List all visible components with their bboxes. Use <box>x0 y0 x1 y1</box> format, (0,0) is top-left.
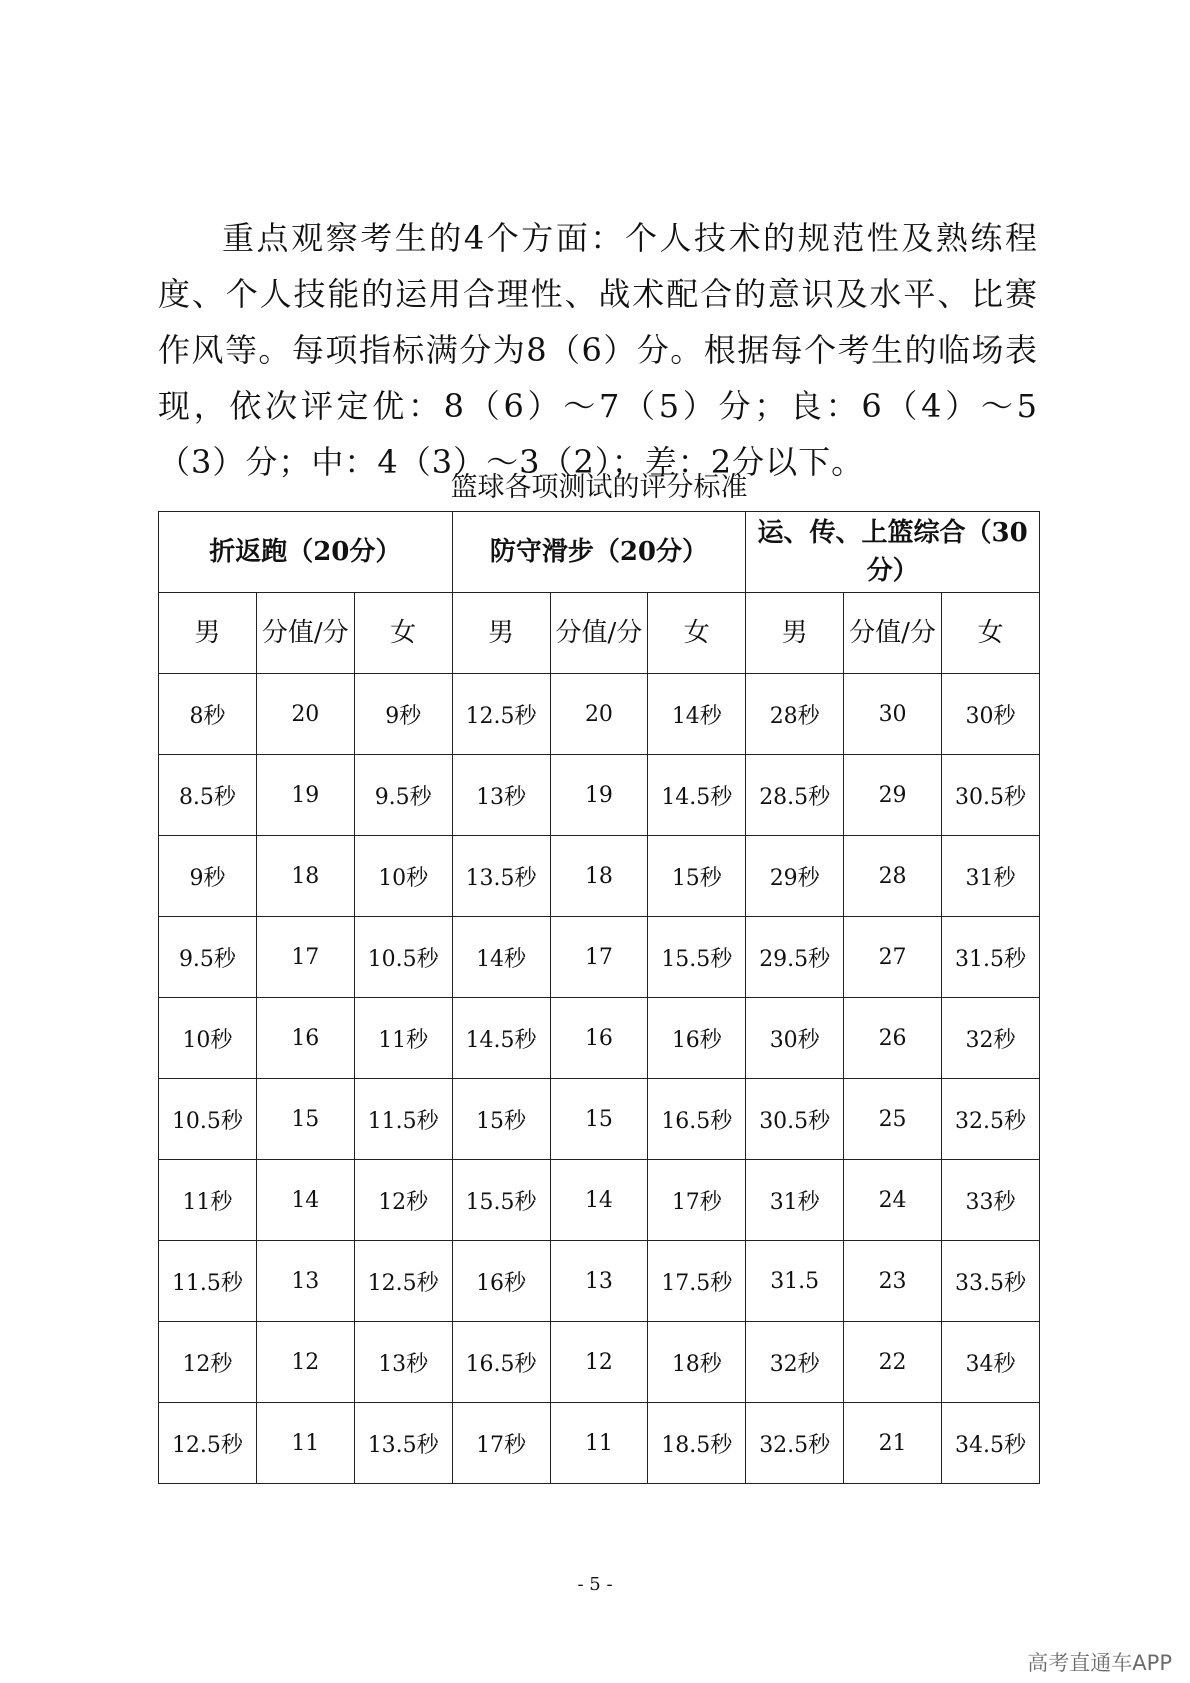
sub-header-score: 分值/分 <box>844 593 942 674</box>
table-cell: 14.5秒 <box>648 755 746 836</box>
table-body <box>159 674 1040 1484</box>
table-cell: 30 <box>844 674 942 755</box>
table-row <box>159 1403 1040 1484</box>
watermark: 高考直通车APP <box>1027 1651 1172 1675</box>
table-cell: 31.5 <box>746 1241 844 1322</box>
table-cell: 12.5秒 <box>159 1403 257 1484</box>
table-cell: 12秒 <box>354 1160 452 1241</box>
table-cell: 12 <box>256 1322 354 1403</box>
table-cell: 31秒 <box>942 836 1040 917</box>
table-row <box>159 998 1040 1079</box>
table-cell: 31秒 <box>746 1160 844 1241</box>
sub-header-row <box>159 593 1040 674</box>
table-caption: 篮球各项测试的评分标准 <box>450 472 748 503</box>
table-cell: 16 <box>550 998 648 1079</box>
table-cell: 17 <box>550 917 648 998</box>
table-cell: 28 <box>844 836 942 917</box>
table-cell: 15秒 <box>648 836 746 917</box>
table-cell: 14 <box>256 1160 354 1241</box>
table-cell: 8.5秒 <box>159 755 257 836</box>
table-cell: 12秒 <box>159 1322 257 1403</box>
table-cell: 23 <box>844 1241 942 1322</box>
table-cell: 30.5秒 <box>746 1079 844 1160</box>
table-cell: 12 <box>550 1322 648 1403</box>
table-cell: 14 <box>550 1160 648 1241</box>
table-cell: 29 <box>844 755 942 836</box>
table-cell: 14秒 <box>452 917 550 998</box>
table-cell: 21 <box>844 1403 942 1484</box>
table-cell: 17 <box>256 917 354 998</box>
table-cell: 32.5秒 <box>746 1403 844 1484</box>
table-cell: 9秒 <box>159 836 257 917</box>
evaluation-paragraph: 重点观察考生的4个方面：个人技术的规范性及熟练程度、个人技能的运用合理性、战术配合的意识及水平、比赛作风等。每项指标满分为8（6）分。根据每个考生的临场表现，依次评定优：8（6）～7（5）分；良：6（4）～5（3）分；中：4（3）～3（2）；差：2分以下。 <box>158 219 1038 481</box>
table-cell: 10.5秒 <box>354 917 452 998</box>
table-cell: 32秒 <box>942 998 1040 1079</box>
table-cell: 30秒 <box>942 674 1040 755</box>
table-cell: 15 <box>550 1079 648 1160</box>
table-row <box>159 1079 1040 1160</box>
table-cell: 13秒 <box>452 755 550 836</box>
table-cell: 16秒 <box>648 998 746 1079</box>
page-number: - 5 - <box>577 1574 613 1595</box>
group-header-row <box>159 512 1040 593</box>
table-cell: 18.5秒 <box>648 1403 746 1484</box>
table-cell: 34.5秒 <box>942 1403 1040 1484</box>
table-cell: 11 <box>256 1403 354 1484</box>
table-cell: 20 <box>550 674 648 755</box>
sub-header-male: 男 <box>452 593 550 674</box>
table-row <box>159 1160 1040 1241</box>
table-cell: 12.5秒 <box>354 1241 452 1322</box>
table-cell: 17秒 <box>648 1160 746 1241</box>
table-cell: 9.5秒 <box>354 755 452 836</box>
table-cell: 32.5秒 <box>942 1079 1040 1160</box>
table-cell: 14.5秒 <box>452 998 550 1079</box>
table-cell: 11秒 <box>354 998 452 1079</box>
table-cell: 13.5秒 <box>354 1403 452 1484</box>
table-cell: 8秒 <box>159 674 257 755</box>
table-cell: 28秒 <box>746 674 844 755</box>
table-cell: 15.5秒 <box>648 917 746 998</box>
sub-header-female: 女 <box>648 593 746 674</box>
table-cell: 32秒 <box>746 1322 844 1403</box>
table-row <box>159 917 1040 998</box>
table-row <box>159 1241 1040 1322</box>
table-cell: 11.5秒 <box>159 1241 257 1322</box>
table-cell: 10秒 <box>159 998 257 1079</box>
table-cell: 28.5秒 <box>746 755 844 836</box>
table-cell: 29秒 <box>746 836 844 917</box>
table-cell: 16.5秒 <box>452 1322 550 1403</box>
table-cell: 10秒 <box>354 836 452 917</box>
table-cell: 30.5秒 <box>942 755 1040 836</box>
table-cell: 17.5秒 <box>648 1241 746 1322</box>
table-cell: 15 <box>256 1079 354 1160</box>
table-cell: 9秒 <box>354 674 452 755</box>
table-cell: 29.5秒 <box>746 917 844 998</box>
table-cell: 13 <box>550 1241 648 1322</box>
table-cell: 15秒 <box>452 1079 550 1160</box>
table-cell: 34秒 <box>942 1322 1040 1403</box>
table-cell: 22 <box>844 1322 942 1403</box>
group-header-shuttle-run: 折返跑（20分） <box>159 512 453 593</box>
sub-header-score: 分值/分 <box>550 593 648 674</box>
table-row <box>159 674 1040 755</box>
table-cell: 11.5秒 <box>354 1079 452 1160</box>
table-cell: 11 <box>550 1403 648 1484</box>
table-cell: 20 <box>256 674 354 755</box>
sub-header-female: 女 <box>942 593 1040 674</box>
group-header-dribble-pass-layup: 运、传、上篮综合（30分） <box>746 512 1040 593</box>
table-cell: 15.5秒 <box>452 1160 550 1241</box>
table-cell: 14秒 <box>648 674 746 755</box>
table-cell: 9.5秒 <box>159 917 257 998</box>
table-cell: 13 <box>256 1241 354 1322</box>
table-cell: 12.5秒 <box>452 674 550 755</box>
table-cell: 24 <box>844 1160 942 1241</box>
table-cell: 11秒 <box>159 1160 257 1241</box>
table-cell: 13.5秒 <box>452 836 550 917</box>
sub-header-male: 男 <box>746 593 844 674</box>
sub-header-male: 男 <box>159 593 257 674</box>
sub-header-score: 分值/分 <box>256 593 354 674</box>
table-cell: 19 <box>256 755 354 836</box>
table-row <box>159 1322 1040 1403</box>
table-cell: 18 <box>550 836 648 917</box>
table-cell: 10.5秒 <box>159 1079 257 1160</box>
table-cell: 26 <box>844 998 942 1079</box>
table-cell: 16秒 <box>452 1241 550 1322</box>
table-row <box>159 755 1040 836</box>
scoring-table <box>158 511 1040 1484</box>
table-cell: 31.5秒 <box>942 917 1040 998</box>
table-cell: 33.5秒 <box>942 1241 1040 1322</box>
table-cell: 30秒 <box>746 998 844 1079</box>
table-cell: 16.5秒 <box>648 1079 746 1160</box>
table-row <box>159 836 1040 917</box>
table-cell: 18 <box>256 836 354 917</box>
table-cell: 18秒 <box>648 1322 746 1403</box>
table-cell: 17秒 <box>452 1403 550 1484</box>
table-cell: 25 <box>844 1079 942 1160</box>
table-cell: 33秒 <box>942 1160 1040 1241</box>
table-cell: 27 <box>844 917 942 998</box>
group-header-defensive-slide: 防守滑步（20分） <box>452 512 746 593</box>
table-cell: 16 <box>256 998 354 1079</box>
sub-header-female: 女 <box>354 593 452 674</box>
table-cell: 13秒 <box>354 1322 452 1403</box>
table-cell: 19 <box>550 755 648 836</box>
